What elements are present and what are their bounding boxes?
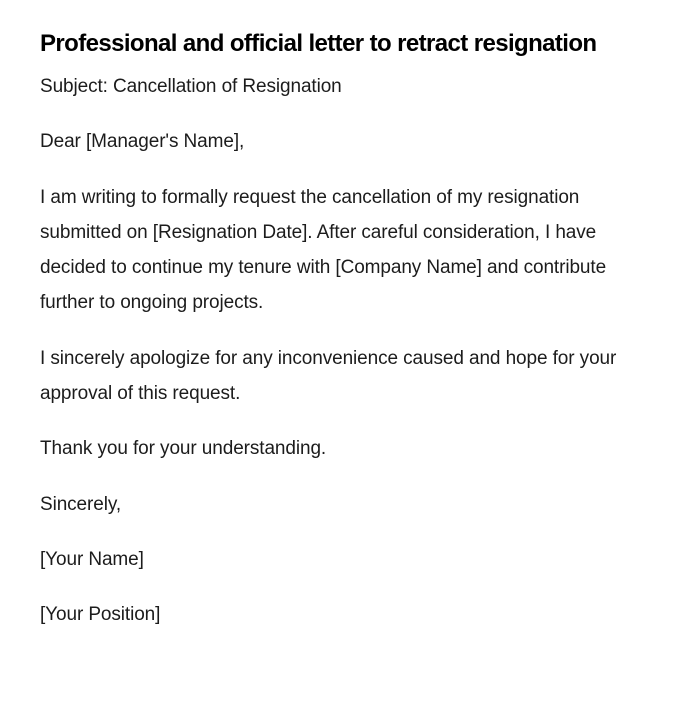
letter-closing: Sincerely, [40, 493, 122, 515]
letter-body-paragraph-1: I am writing to formally request the cancellation of my resignation submitted on [Resignation Date]. After careful consideration, I have decided to continue my tenure with [Company Name] and contribute further to ongoing projects. [40, 186, 607, 314]
signature-position: [Your Position] [40, 604, 161, 626]
letter-body-paragraph-2: I sincerely apologize for any inconvenience caused and hope for your approval of this request. [40, 347, 617, 405]
signature-name: [Your Name] [40, 548, 144, 570]
letter-salutation: Dear [Manager's Name], [40, 131, 245, 153]
letter-body-paragraph-3: Thank you for your understanding. [40, 438, 327, 460]
letter-title: Professional and official letter to retract resignation [40, 30, 597, 57]
letter-subject: Subject: Cancellation of Resignation [40, 76, 342, 97]
